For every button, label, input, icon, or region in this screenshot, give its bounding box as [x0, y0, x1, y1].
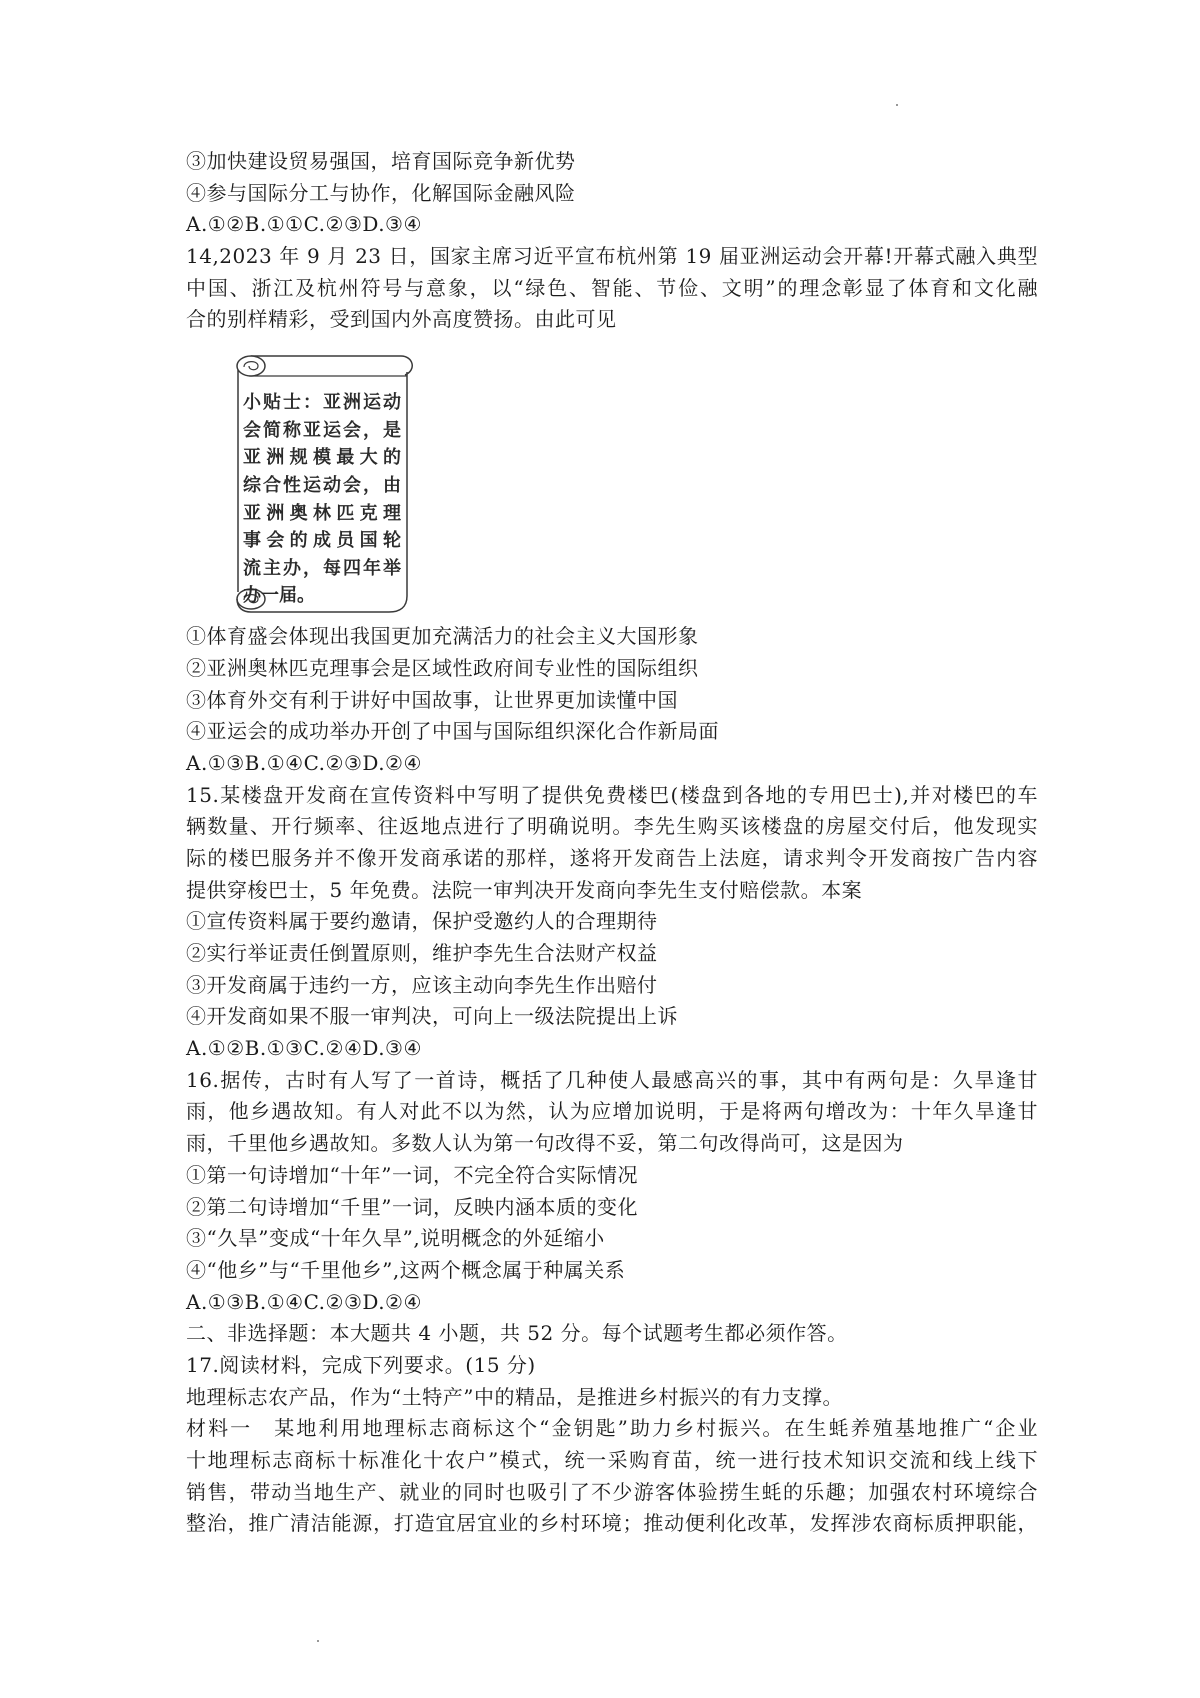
q14-stem-line: 14,2023 年 9 月 23 日，国家主席习近平宣布杭州第 19 届亚洲运动会开幕!开幕式融入典型: [186, 244, 1038, 269]
tip-line: 办一届。: [243, 585, 315, 607]
q16-statement: ④“他乡”与“千里他乡”,这两个概念属于种属关系: [186, 1257, 626, 1282]
section-heading: 二、非选择题：本大题共 4 小题，共 52 分。每个试题考生都必须作答。: [186, 1321, 848, 1346]
q15-statement: ③开发商属于违约一方，应该主动向李先生作出赔付: [186, 972, 658, 997]
tip-line: 亚洲奥林匹克理: [243, 502, 401, 524]
tip-text: [243, 389, 401, 610]
q17-intro: 地理标志农产品，作为“土特产”中的精品，是推进乡村振兴的有力支撑。: [186, 1384, 843, 1409]
q14-stem-line: 合的别样精彩，受到国内外高度赞扬。由此可见: [186, 307, 617, 332]
q14-choices: A.①③B.①④C.②③D.②④: [186, 750, 422, 775]
q16-stem-line: 雨，千里他乡遇故知。多数人认为第一句改得不妥，第二句改得尚可，这是因为: [186, 1131, 904, 1156]
q13-choices: A.①②B.①①C.②③D.③④: [186, 212, 422, 237]
q14-statement: ②亚洲奥林匹克理事会是区域性政府间专业性的国际组织: [186, 655, 699, 680]
q15-stem-line: 辆数量、开行频率、往返地点进行了明确说明。李先生购买该楼盘的房屋交付后，他发现实: [186, 814, 1038, 839]
q14-stem-line: 中国、浙江及杭州符号与意象，以“绿色、智能、节俭、文明”的理念彰显了体育和文化融: [186, 275, 1038, 300]
scan-speck: [317, 1640, 319, 1642]
scan-speck: [896, 104, 898, 106]
tip-line: 事会的成员国轮: [243, 530, 401, 552]
q16-statement: ②第二句诗增加“千里”一词，反映内涵本质的变化: [186, 1194, 638, 1219]
q17-stem: 17.阅读材料，完成下列要求。(15 分): [186, 1352, 536, 1377]
q15-stem-line: 15.某楼盘开发商在宣传资料中写明了提供免费楼巴(楼盘到各地的专用巴士),并对楼巴的车: [186, 782, 1038, 807]
exam-page-body: [186, 146, 1046, 1540]
q17-material-line: 材料一 某地利用地理标志商标这个“金钥匙”助力乡村振兴。在生蚝养殖基地推广“企业: [186, 1416, 1038, 1441]
tip-line: 流主办，每四年举: [243, 557, 401, 579]
q17-material-line: 销售，带动当地生产、就业的同时也吸引了不少游客体验捞生蚝的乐趣；加强农村环境综合: [186, 1479, 1038, 1504]
tip-box: [186, 336, 1046, 621]
tip-line: 综合性运动会，由: [243, 474, 401, 496]
q14-statement: ①体育盛会体现出我国更加充满活力的社会主义大国形象: [186, 624, 699, 649]
tip-line: 小贴士：亚洲运动: [243, 392, 401, 414]
q15-statement: ①宣传资料属于要约邀请，保护受邀约人的合理期待: [186, 909, 658, 934]
q16-stem-line: 16.据传，古时有人写了一首诗，概括了几种使人最感高兴的事，其中有两句是：久旱逢甘: [186, 1067, 1038, 1092]
q16-statement: ③“久旱”变成“十年久旱”,说明概念的外延缩小: [186, 1226, 605, 1251]
q14-statement: ④亚运会的成功举办开创了中国与国际组织深化合作新局面: [186, 719, 719, 744]
q14-statement: ③体育外交有利于讲好中国故事，让世界更加读懂中国: [186, 687, 678, 712]
q15-stem-line: 提供穿梭巴士，5 年免费。法院一审判决开发商向李先生支付赔偿款。本案: [186, 877, 863, 902]
q13-statement: ③加快建设贸易强国，培育国际竞争新优势: [186, 149, 576, 173]
q15-stem-line: 际的楼巴服务并不像开发商承诺的那样，遂将开发商告上法庭，请求判令开发商按广告内容: [186, 845, 1038, 870]
q16-statement: ①第一句诗增加“十年”一词，不完全符合实际情况: [186, 1162, 638, 1187]
q15-statement: ④开发商如果不服一审判决，可向上一级法院提出上诉: [186, 1004, 678, 1029]
q16-stem-line: 雨，他乡遇故知。有人对此不以为然，认为应增加说明，于是将两句增改为：十年久旱逢甘: [186, 1099, 1038, 1124]
q17-material-line: 十地理标志商标十标准化十农户”模式，统一采购育苗，统一进行技术知识交流和线上线下: [186, 1448, 1038, 1472]
q17-material-line: 整治，推广清洁能源，打造宜居宜业的乡村环境；推动便利化改革，发挥涉农商标质押职能，: [186, 1511, 1038, 1536]
tip-line: 会简称亚运会，是: [243, 419, 401, 441]
q13-statement: ④参与国际分工与协作，化解国际金融风险: [186, 180, 576, 205]
q16-choices: A.①③B.①④C.②③D.②④: [186, 1289, 422, 1314]
q15-statement: ②实行举证责任倒置原则，维护李先生合法财产权益: [186, 941, 658, 965]
tip-line: 亚洲规模最大的: [243, 447, 401, 469]
q15-choices: A.①②B.①③C.②④D.③④: [186, 1036, 422, 1061]
